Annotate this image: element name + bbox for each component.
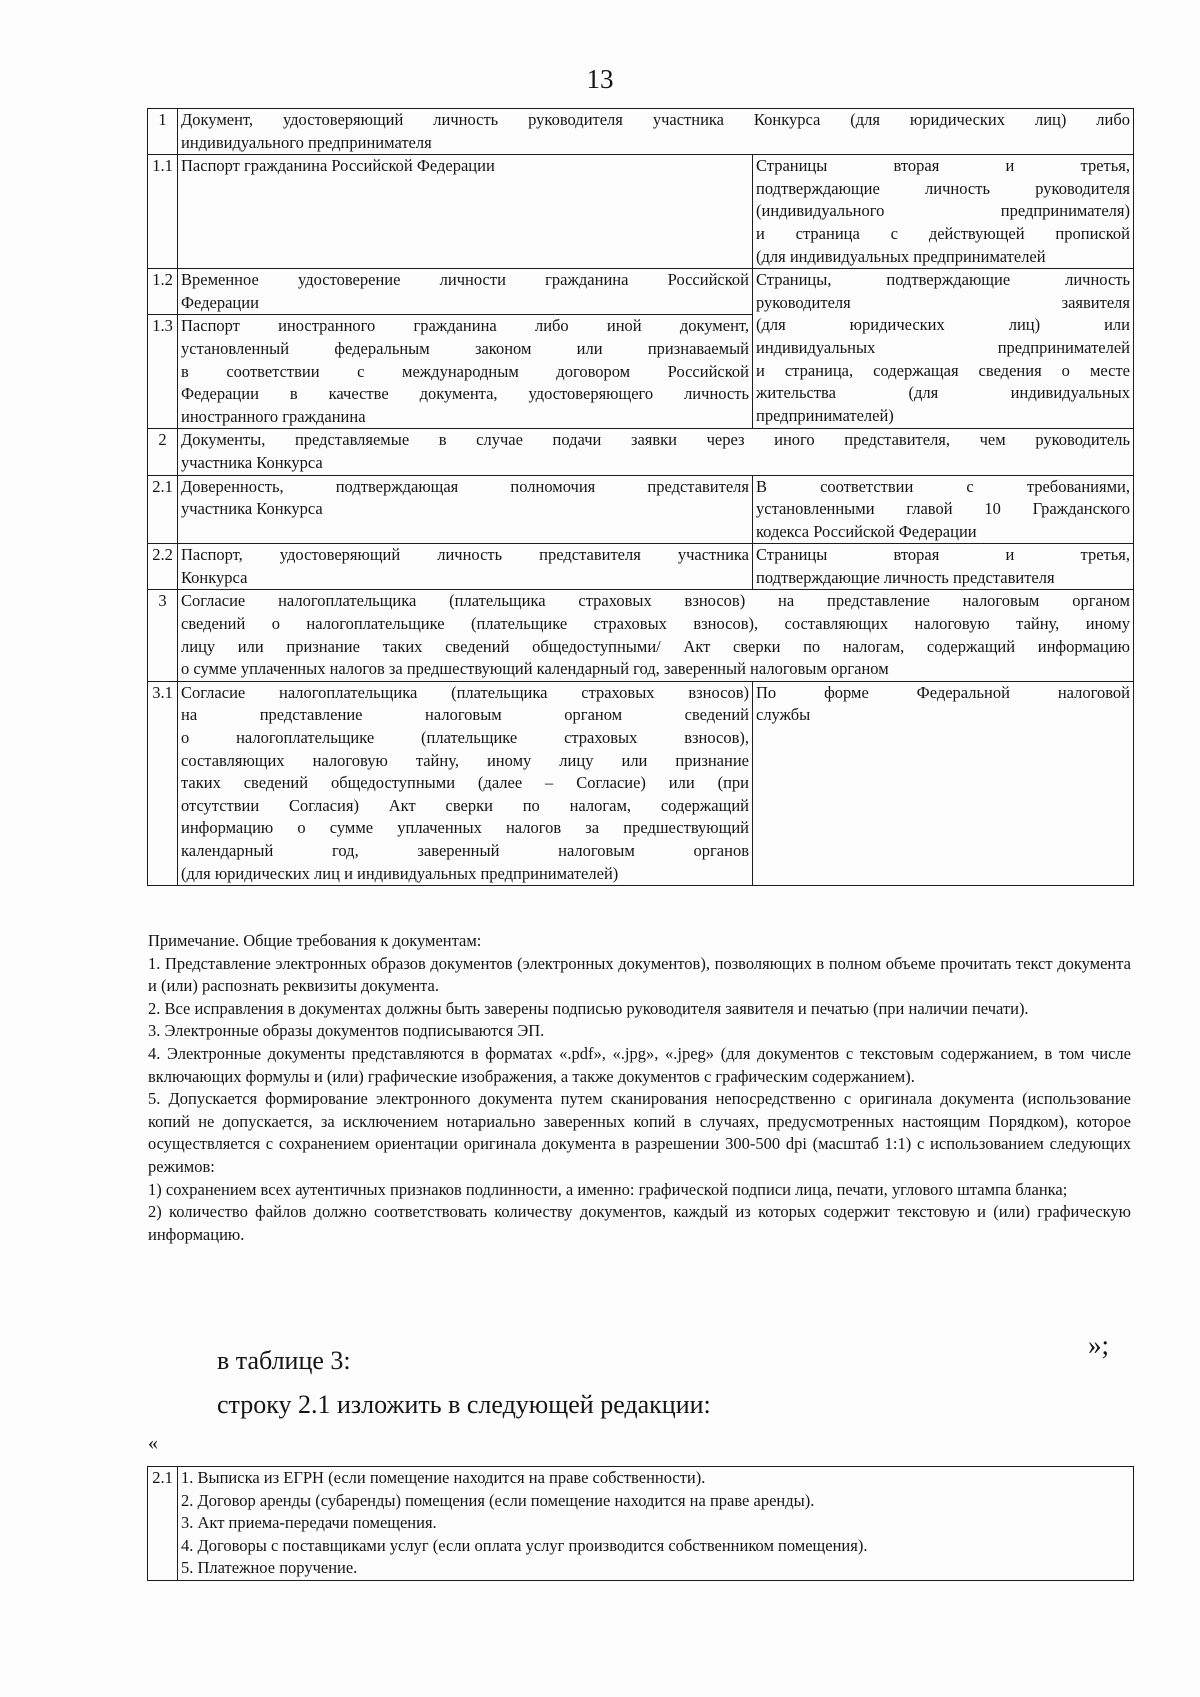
text-line: кодекса Российской Федерации [756, 521, 977, 541]
text-line: Страницы вторая и третья, [756, 156, 1130, 176]
amendment-line-2: строку 2.1 изложить в следующей редакции: [217, 1390, 711, 1419]
text-line: Федерации [181, 292, 259, 312]
note-item: 3. Электронные образы документов подписываются ЭП. [148, 1021, 545, 1041]
text-line: Федерации в качестве документа, удостоверяющего личность [181, 384, 749, 404]
text-line: предпринимателей) [756, 405, 894, 425]
text-line: (для индивидуальных предпринимателей [756, 246, 1046, 266]
document-requirement [753, 544, 1134, 590]
text-line: индивидуальных предпринимателей [756, 337, 1130, 357]
section-heading [178, 429, 1134, 475]
text-line: Доверенность, подтверждающая полномочия представителя [181, 476, 749, 496]
replacement-table [147, 1466, 1134, 1581]
document-name [178, 475, 753, 544]
text-line: таких сведений общедоступными (далее – Согласие) или (при [181, 773, 749, 793]
document-requirement [753, 155, 1134, 269]
document-list [178, 1467, 1134, 1581]
row-number: 1.1 [148, 155, 178, 269]
text-line: подтверждающие личность представителя [756, 567, 1055, 587]
text-line: Согласие налогоплательщика (плательщика страховых взносов) [181, 682, 749, 702]
text-line: в соответствии с международным договором Российской [181, 361, 749, 381]
text-line: индивидуального предпринимателя [181, 132, 432, 152]
text-line: участника Конкурса [181, 452, 323, 472]
text-line: подтверждающие личность руководителя [756, 178, 1130, 198]
text-line: Паспорт иностранного гражданина либо иной документ, [181, 316, 749, 336]
text-line: календарный год, заверенный налоговым органов [181, 841, 749, 860]
text-line: и страница с действующей пропиской [756, 223, 1130, 243]
amendment-line-1: в таблице 3: [217, 1346, 351, 1375]
text-line: Документы, представляемые в случае подачи заявки через иного представителя, чем руководитель [181, 430, 1130, 450]
text-line: Конкурса [181, 567, 248, 587]
table-row [148, 544, 1134, 590]
document-requirement [753, 475, 1134, 544]
table-row [148, 475, 1134, 544]
list-item: 1. Выписка из ЕГРН (если помещение находится на праве собственности). [181, 1468, 706, 1487]
note-item: 1. Представление электронных образов документов (электронных документов), позволяющих в полном объеме прочитать текст документа и (или) распознать реквизиты документа. [148, 953, 1131, 996]
table-row [148, 269, 1134, 315]
text-line: Согласие налогоплательщика (плательщика страховых взносов) на представление налоговым органом [181, 591, 1130, 611]
list-item: 3. Акт приема-передачи помещения. [181, 1513, 437, 1533]
text-line: лицу или признание таких сведений общедоступными/ Акт сверки по налогам, содержащий информацию [181, 636, 1130, 656]
opening-quote: « [148, 1432, 158, 1454]
page-number: 13 [586, 64, 614, 94]
text-line: Паспорт, удостоверяющий личность представителя участника [181, 545, 749, 565]
text-line: иностранного гражданина [181, 406, 366, 426]
row-number: 2.1 [148, 1467, 178, 1581]
requirements-table [147, 108, 1134, 886]
text-line: о сумме уплаченных налогов за предшествующий календарный год, заверенный налоговым органом [181, 659, 889, 679]
table-row [148, 155, 1134, 269]
text-line: Временное удостоверение личности гражданина Российской [181, 270, 749, 290]
notes-title: Примечание. Общие требования к документам: [148, 931, 482, 950]
document-name [178, 681, 753, 885]
row-number: 2.1 [148, 475, 178, 544]
note-item: 5. Допускается формирование электронного документа путем сканирования непосредственно с оригинала документа (использование копий не допускается, за исключением нотариально заверенных копий в случаях, предусмотренных настоящим Порядком), которое осуществляется с сохранением ориентации оригинала документа в разрешении 300-500 dpi (масштаб 1:1) с использованием следующих режимов: [148, 1089, 1131, 1176]
row-number: 2 [148, 429, 178, 475]
list-item: 4. Договоры с поставщиками услуг (если оплата услуг производится собственником помещения). [181, 1535, 868, 1555]
document-requirement [753, 269, 1134, 429]
section-heading [178, 109, 1134, 155]
text-line: и страница, содержащая сведения о месте [756, 360, 1130, 380]
table-row [148, 109, 1134, 155]
note-item: 2) количество файлов должно соответствовать количеству документов, каждый из которых содержит текстовую и (или) графическую информацию. [148, 1202, 1131, 1244]
closing-quote: »; [1088, 1330, 1110, 1360]
row-number: 2.2 [148, 544, 178, 590]
text-line: По форме Федеральной налоговой [756, 682, 1130, 702]
row-number: 3 [148, 590, 178, 681]
row-number: 1.3 [148, 315, 178, 429]
document-name [178, 315, 753, 429]
text-line: сведений о налогоплательщике (плательщике страховых взносов), составляющих налоговую тайну, иному [181, 614, 1130, 634]
table-row [148, 681, 1134, 885]
row-number: 1 [148, 109, 178, 155]
text-line: (индивидуального предпринимателя) [756, 201, 1130, 221]
text-line: Страницы вторая и третья, [756, 545, 1130, 565]
text-line: Страницы, подтверждающие личность [756, 270, 1130, 290]
table-row [148, 429, 1134, 475]
text-line: составляющих налоговую тайну, иному лицу или признание [181, 750, 749, 770]
note-item: 1) сохранением всех аутентичных признаков подлинности, а именно: графической подписи лица, печати, углового штампа бланка; [148, 1179, 1068, 1199]
text-line: В соответствии с требованиями, [756, 476, 1130, 496]
note-item: 4. Электронные документы представляются в форматах «.pdf», «.jpg», «.jpeg» (для документов с текстовым содержанием, в том числе включающих формулы и (или) графические изображения, а также документов с графическим содержанием). [148, 1043, 1131, 1086]
table-row [148, 1467, 1134, 1581]
section-heading [178, 590, 1134, 681]
row-number: 1.2 [148, 269, 178, 315]
text-line: жительства (для индивидуальных [756, 383, 1130, 403]
text-line: установленный федеральным законом или признаваемый [181, 338, 749, 358]
notes-section [148, 930, 1131, 1246]
list-item: 2. Договор аренды (субаренды) помещения (если помещение находится на праве аренды). [181, 1490, 815, 1510]
text-line: руководителя заявителя [756, 292, 1130, 312]
note-item: 2. Все исправления в документах должны быть заверены подписью руководителя заявителя и печатью (при наличии печати). [148, 998, 1029, 1018]
text-line: на представление налоговым органом сведений [181, 705, 749, 725]
list-item: 5. Платежное поручение. [181, 1558, 358, 1578]
document-requirement [753, 681, 1134, 885]
row-number: 3.1 [148, 681, 178, 885]
document-name: Паспорт гражданина Российской Федерации [178, 155, 753, 269]
text-line: (для юридических лиц) или [756, 315, 1130, 335]
text-line: службы [756, 705, 811, 725]
text-line: отсутствии Согласия) Акт сверки по налогам, содержащий [181, 795, 749, 815]
text-line: установленными главой 10 Гражданского [756, 499, 1130, 519]
text-line: участника Конкурса [181, 499, 323, 519]
text-line: о налогоплательщике (плательщике страховых взносов), [181, 728, 749, 748]
table-row [148, 590, 1134, 681]
document-name [178, 544, 753, 590]
text-line: (для юридических лиц и индивидуальных предпринимателей) [181, 863, 619, 883]
text-line: информацию о сумме уплаченных налогов за предшествующий [181, 818, 749, 838]
document-name [178, 269, 753, 315]
text-line: Документ, удостоверяющий личность руководителя участника Конкурса (для юридических лиц) либо [181, 110, 1130, 129]
